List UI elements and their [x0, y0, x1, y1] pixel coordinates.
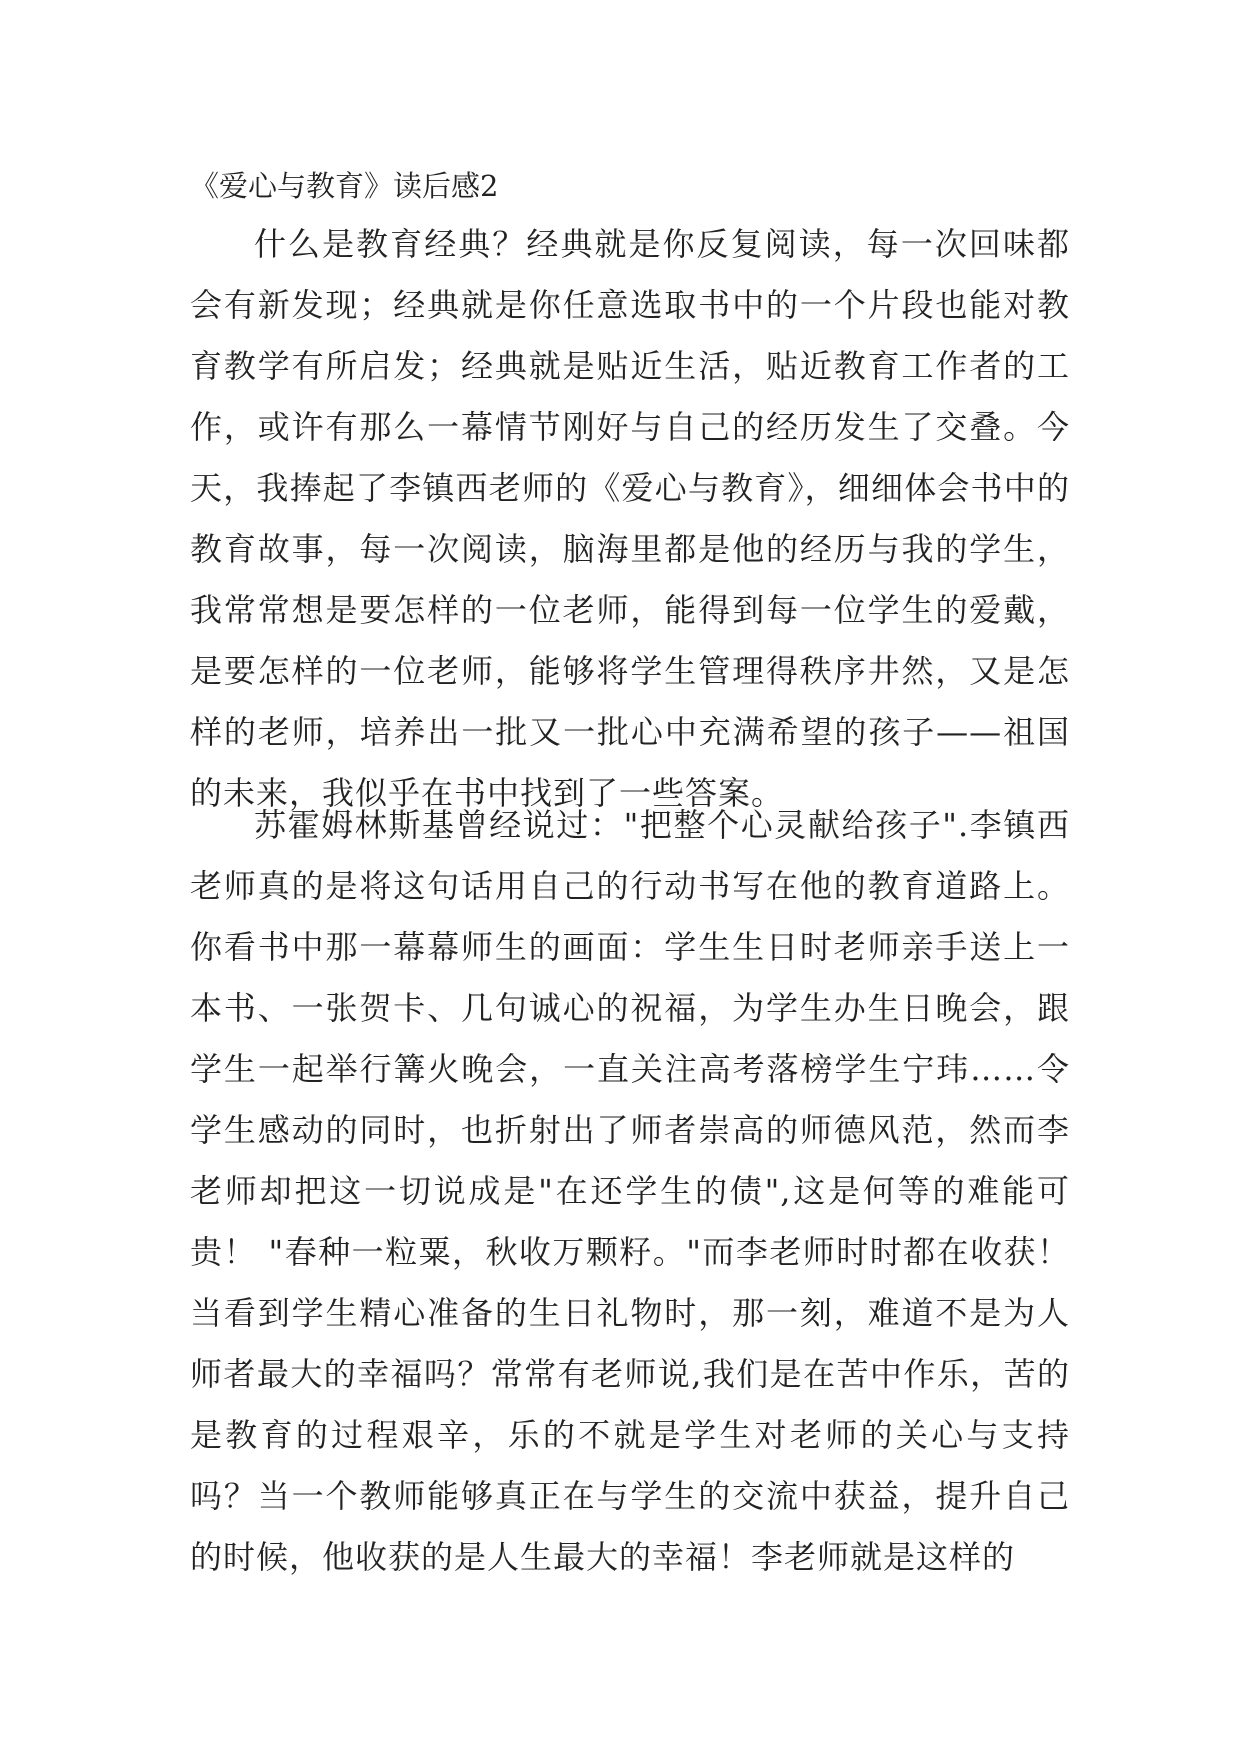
body-paragraph: 什么是教育经典？经典就是你反复阅读，每一次回味都会有新发现；经典就是你任意选取书中的一个片段也能对教育教学有所启发；经典就是贴近生活，贴近教育工作者的工作，或许有那么一幕情节刚好与自己的经历发生了交叠。今天，我捧起了李镇西老师的《爱心与教育》，细细体会书中的教育故事，每一次阅读，脑海里都是他的经历与我的学生，我常常想是要怎样的一位老师，能得到每一位学生的爱戴，是要怎样的一位老师，能够将学生管理得秩序井然，又是怎样的老师，培养出一批又一批心中充满希望的孩子——祖国的未来，我似乎在书中找到了一些答案。 [190, 225, 1070, 812]
body-paragraph: 苏霍姆林斯基曾经说过："把整个心灵献给孩子".李镇西老师真的是将这句话用自己的行动书写在他的教育道路上。你看书中那一幕幕师生的画面：学生生日时老师亲手送上一本书、一张贺卡、几句诚心的祝福，为学生办生日晚会，跟学生一起举行篝火晚会，一直关注高考落榜学生宁玮……令学生感动的同时，也折射出了师者崇高的师德风范，然而李老师却把这一切说成是"在还学生的债",这是何等的难能可贵！ "春种一粒粟，秋收万颗籽。"而李老师时时都在收获！当看到学生精心准备的生日礼物时，那一刻，难道不是为人师者最大的幸福吗？常常有老师说,我们是在苦中作乐，苦的是教育的过程艰辛，乐的不就是学生对老师的关心与支持吗？当一个教师能够真正在与学生的交流中获益，提升自己的时候，他收获的是人生最大的幸福！李老师就是这样的 [190, 806, 1070, 1576]
document-title: 《爱心与教育》读后感2 [190, 169, 499, 203]
